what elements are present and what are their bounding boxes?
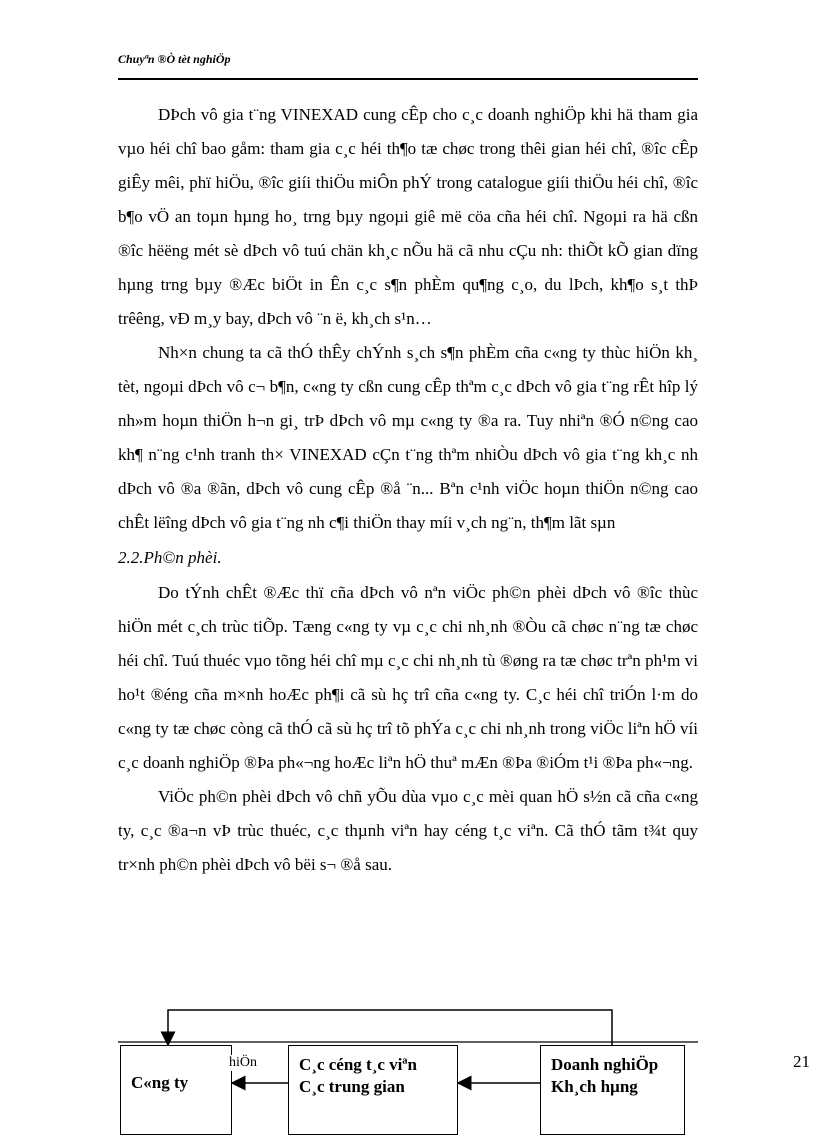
top-connector-line (168, 1010, 612, 1045)
partial-label: hiÖn (229, 1055, 257, 1070)
company-box (120, 1045, 232, 1135)
collaborators-box (288, 1045, 458, 1135)
customer-box (540, 1045, 685, 1135)
paragraph-distribution: Do tÝnh chÊt ®Æc thï cña dÞch vô nªn viÖc ph©n phèi dÞch vô ®îc thùc hiÖn mét c¸ch trùc tiÕp. Tæng c«ng ty vµ c¸c chi nh¸nh ®Òu cã chøc n¨ng tæ chøc héi chî. Tuú thuéc vµo tõng héi chî mµ c¸c chi nh¸nh tù ®øng ra tæ chøc trªn ph¹m vi ho¹t ®éng cña m×nh hoÆc ph¶i cã sù hç trî cña c«ng ty. C¸c héi chî triÓn l·m do c«ng ty tæ chøc còng cã thÓ cã sù hç trî tõ phÝa c¸c chi nh¸nh trong viÖc liªn hÖ víi c¸c doanh nghiÖp ®Þa ph«¬ng hoÆc liªn hÖ thuª mÆn ®Þa ®iÓm t¹i ®Þa ph«¬ng. (118, 583, 698, 772)
paragraph-value-added-services: DÞch vô gia t¨ng VINEXAD cung cÊp cho c¸c doanh nghiÖp khi hä tham gia vµo héi chî bao gåm: tham gia c¸c héi th¶o tæ chøc trong thêi gian héi chî, ®îc cÊp giÊy mêi, phï hiÖu, ®îc giíi thiÖu miÔn phÝ trong catalogue giíi thiÖu héi chî, ®îc b¶o vÖ an toµn hµng ho¸ trng bµy ngoµi giê më cöa cña héi chî. Ngoµi ra hä cßn ®îc hëëng mét sè dÞch vô tuú chän kh¸c nÕu hä cã nhu cÇu nh: thiÕt kÕ gian dïng hµng trng bµy ®Æc biÖt in Ên c¸c s¶n phÈm qu¶ng c¸o, du lÞch, kh¶o s¸t thÞ trêêng, vÐ m¸y bay, dÞch vô ¨n ë, kh¸ch s¹n… (118, 105, 698, 328)
enterprise-label: Doanh nghiÖp (551, 1055, 659, 1074)
collaborators-label: C¸c céng t¸c viªn (299, 1055, 417, 1074)
section-heading-distribution: 2.2.Ph©n phèi. (118, 548, 222, 567)
running-header: Chuyªn ®Ò tèt nghiÖp (118, 52, 231, 66)
page-number: 21 (793, 1052, 810, 1071)
intermediaries-label: C¸c trung gian (299, 1077, 405, 1096)
paragraph-distribution-process: ViÖc ph©n phèi dÞch vô chñ yÕu dùa vµo c¸c mèi quan hÖ s½n cã cña c«ng ty, c¸c ®a¬n vÞ trùc thuéc, c¸c thµnh viªn hay céng t¸c viªn. Cã thÓ tãm t¾t quy tr×nh ph©n phèi dÞch vô bëi s¬ ®å sau. (118, 787, 698, 874)
paragraph-product-policy: Nh×n chung ta cã thÓ thÊy chÝnh s¸ch s¶n phÈm cña c«ng ty thùc hiÖn kh¸ tèt, ngoµi dÞch vô c¬ b¶n, c«ng ty cßn cung cÊp thªm c¸c dÞch vô gia t¨ng rÊt hîp lý nh»m hoµn thiÖn h¬n gi¸ trÞ dÞch vô mµ c«ng ty ®a ra. Tuy nhiªn ®Ó n©ng cao kh¶ n¨ng c¹nh tranh th× VINEXAD cÇn t¨ng thªm nhiÒu dÞch vô gia t¨ng kh¸c nh dÞch vô ®a ®ãn, dÞch vô cung cÊp ®å ¨n... Bªn c¹nh viÖc hoµn thiÖn n©ng cao chÊt lëîng dÞch vô gia t¨ng nh c¶i thiÖn thay míi v¸ch ng¨n, th¶m lãt sµn (118, 343, 698, 532)
customer-label: Kh¸ch hµng (551, 1077, 638, 1096)
company-box-label: C«ng ty (131, 1073, 189, 1092)
